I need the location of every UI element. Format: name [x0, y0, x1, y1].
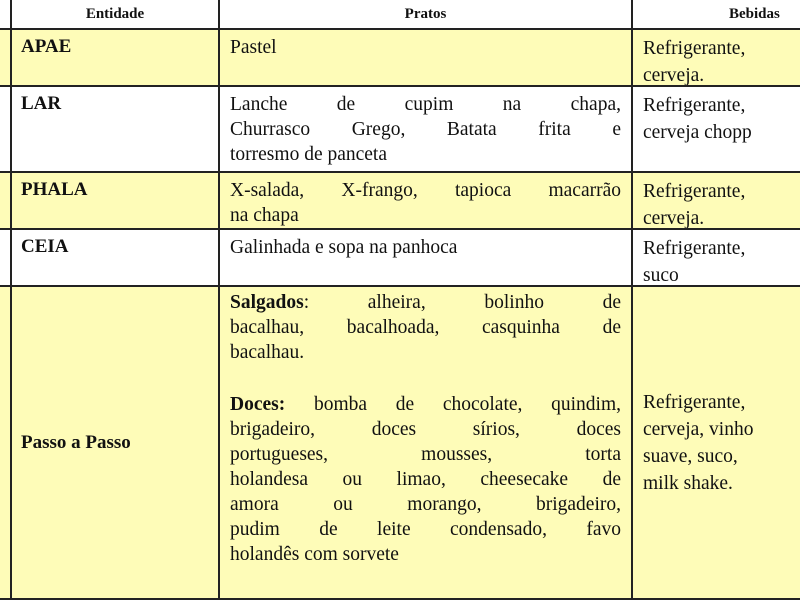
pratos-line: bacalhau.	[230, 342, 305, 363]
pratos-line: holandesa ou limao, cheesecake de	[230, 469, 621, 490]
bebidas-line: milk shake.	[643, 472, 733, 494]
pratos-line: pudim de leite condensado, favo	[230, 519, 621, 540]
entidade-cell: CEIA	[12, 230, 220, 287]
pratos-line: Pastel	[230, 37, 277, 58]
salgados-line	[230, 290, 621, 315]
bebidas-cell	[633, 30, 800, 87]
header-pratos: Pratos	[220, 0, 633, 30]
table-row	[0, 230, 800, 287]
row-marker-cell	[0, 173, 12, 230]
row-marker-cell	[0, 30, 12, 87]
bebidas-cell	[633, 87, 800, 173]
entidade-cell: LAR	[12, 87, 220, 173]
entidade-cell: PHALA	[12, 173, 220, 230]
table-row	[0, 287, 800, 600]
bebidas-line: Refrigerante,	[643, 391, 746, 413]
pratos-line: bacalhau, bacalhoada, casquinha de	[230, 317, 621, 338]
pratos-cell	[220, 230, 633, 287]
entidade-cell: Passo a Passo	[12, 287, 220, 600]
doces-line	[230, 392, 621, 417]
bebidas-line: suave, suco,	[643, 445, 738, 467]
bebidas-line: cerveja chopp	[643, 122, 752, 143]
pratos-line: torresmo de panceta	[230, 144, 388, 165]
row-marker-cell	[0, 287, 12, 600]
bebidas-cell	[633, 230, 800, 287]
table-row	[0, 87, 800, 173]
row-marker-cell	[0, 87, 12, 173]
row-marker-cell	[0, 230, 12, 287]
pratos-cell	[220, 30, 633, 87]
pratos-cell	[220, 173, 633, 230]
entidade-cell: APAE	[12, 30, 220, 87]
bebidas-line: Refrigerante,	[643, 181, 746, 202]
salgados-text: : alheira, bolinho de	[303, 292, 621, 313]
doces-text: bomba de chocolate, quindim,	[285, 394, 621, 415]
pratos-cell	[220, 287, 633, 600]
pratos-cell	[220, 87, 633, 173]
bebidas-cell	[633, 287, 800, 600]
bebidas-line: suco	[643, 265, 679, 286]
pratos-line: Lanche de cupim na chapa,	[230, 94, 621, 115]
header-entidade: Entidade	[12, 0, 220, 30]
pratos-line: Galinhada e sopa na panhoca	[230, 237, 458, 258]
table-row	[0, 30, 800, 87]
pratos-line: portugueses, mousses, torta	[230, 444, 621, 465]
table-header-row	[0, 0, 800, 30]
doces-label: Doces:	[230, 394, 286, 415]
bebidas-line: cerveja, vinho	[643, 418, 754, 440]
bebidas-cell	[633, 173, 800, 230]
pratos-line: brigadeiro, doces sírios, doces	[230, 419, 621, 440]
bebidas-line: Refrigerante,	[643, 238, 746, 259]
bebidas-line: Refrigerante,	[643, 38, 746, 59]
table-row	[0, 173, 800, 230]
bebidas-line: cerveja.	[643, 208, 705, 229]
pratos-line: na chapa	[230, 205, 299, 226]
bebidas-line: Refrigerante,	[643, 95, 746, 116]
pratos-line: Churrasco Grego, Batata frita e	[230, 119, 621, 140]
paragraph-gap	[230, 365, 621, 392]
salgados-label: Salgados	[230, 292, 304, 313]
bebidas-line: cerveja.	[643, 65, 705, 86]
pratos-line: X-salada, X-frango, tapioca macarrão	[230, 180, 621, 201]
header-bebidas: Bebidas	[633, 0, 800, 30]
row-marker-cell	[0, 0, 12, 30]
pratos-line: holandês com sorvete	[230, 544, 399, 565]
pratos-line: amora ou morango, brigadeiro,	[230, 494, 621, 515]
